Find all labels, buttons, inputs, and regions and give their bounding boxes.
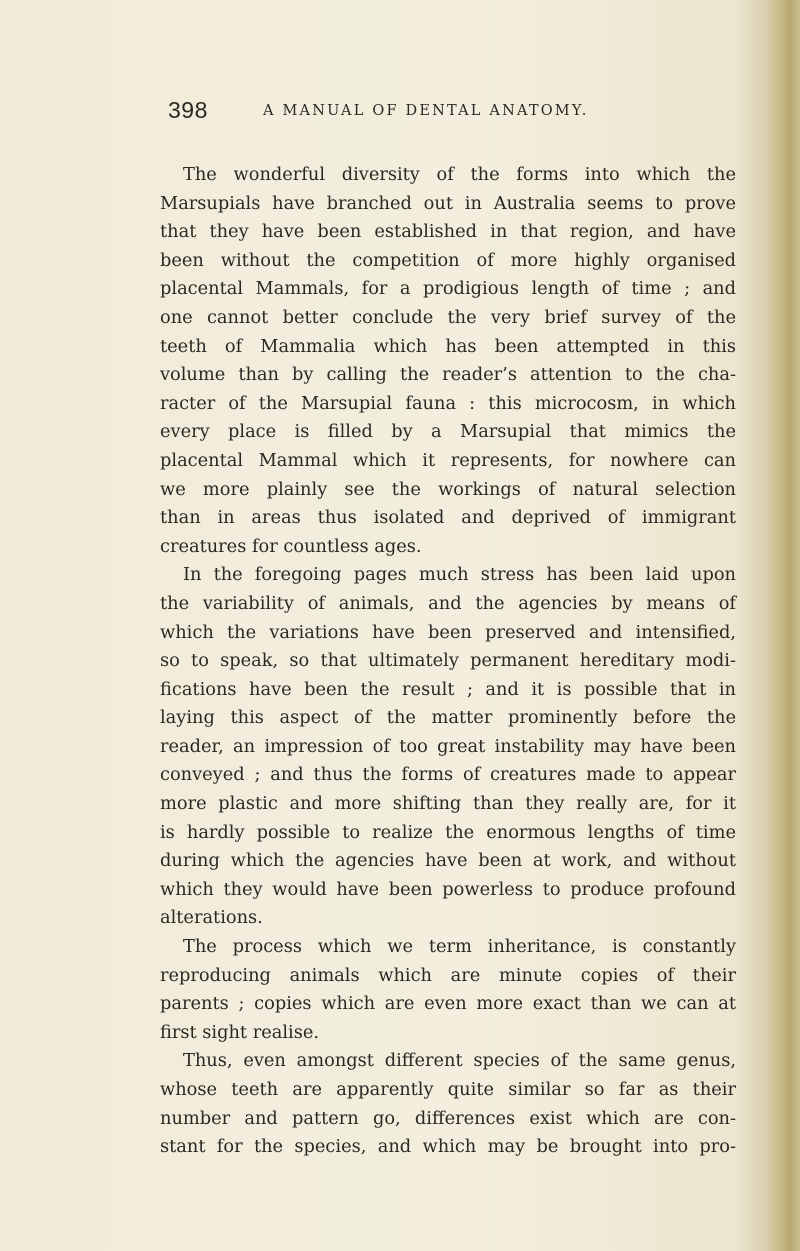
text-line: reader, an impression of too great instability may have been <box>160 735 736 757</box>
text-line: laying this aspect of the matter prominently before the <box>160 707 736 729</box>
text-line: teeth of Mammalia which has been attempted in this <box>160 335 736 357</box>
text-line: than in areas thus isolated and deprived of immigrant <box>160 507 736 529</box>
text-line: The wonderful diversity of the forms into which the <box>183 164 736 185</box>
text-line: stant for the species, and which may be brought into pro- <box>160 1136 736 1158</box>
text-line: every place is filled by a Marsupial that mimics the <box>160 421 736 443</box>
text-line: which the variations have been preserved and intensified, <box>160 621 736 643</box>
text-line: The process which we term inheritance, is constantly <box>183 936 736 958</box>
text-line: number and pattern go, differences exist which are con- <box>160 1107 736 1129</box>
text-line: so to speak, so that ultimately permanent hereditary modi- <box>160 650 736 672</box>
text-line: first sight realise. <box>160 1021 320 1043</box>
text-line: been without the competition of more highly organised <box>160 249 736 271</box>
text-line: conveyed ; and thus the forms of creatures made to appear <box>160 764 736 786</box>
text-line: volume than by calling the reader’s attention to the cha- <box>160 364 736 386</box>
text-line: one cannot better conclude the very brief survey of the <box>160 306 736 328</box>
text-line: whose teeth are apparently quite similar so far as their <box>160 1079 736 1100</box>
text-line: the variability of animals, and the agencies by means of <box>160 592 736 614</box>
text-line: alterations. <box>160 907 263 929</box>
text-line: during which the agencies have been at work, and without <box>160 850 736 872</box>
text-line: that they have been established in that region, and have <box>160 221 736 243</box>
page-header <box>168 97 728 137</box>
text-line: reproducing animals which are minute copies of their <box>160 964 736 986</box>
text-line: parents ; copies which are even more exact than we can at <box>160 993 736 1015</box>
text-line: In the foregoing pages much stress has been laid upon <box>183 564 736 586</box>
text-line: Thus, even amongst different species of the same genus, <box>183 1050 736 1072</box>
text-line: racter of the Marsupial fauna : this microcosm, in which <box>160 392 736 414</box>
running-title: A MANUAL OF DENTAL ANATOMY. <box>263 103 589 119</box>
text-line: creatures for countless ages. <box>160 535 422 557</box>
text-line: more plastic and more shifting than they really are, for it <box>160 793 736 815</box>
text-line: placental Mammals, for a prodigious length of time ; and <box>160 278 736 300</box>
text-line: is hardly possible to realize the enormous lengths of time <box>160 821 736 843</box>
text-line: placental Mammal which it represents, for nowhere can <box>160 449 736 471</box>
text-line: Marsupials have branched out in Australia seems to prove <box>160 192 736 214</box>
body-text <box>160 161 736 1162</box>
text-line: we more plainly see the workings of natural selection <box>160 478 736 500</box>
page-number: 398 <box>168 97 208 123</box>
text-line: which they would have been powerless to produce profound <box>160 878 736 900</box>
text-line: fications have been the result ; and it is possible that in <box>160 678 736 700</box>
page-edge-shadow <box>766 0 800 1251</box>
